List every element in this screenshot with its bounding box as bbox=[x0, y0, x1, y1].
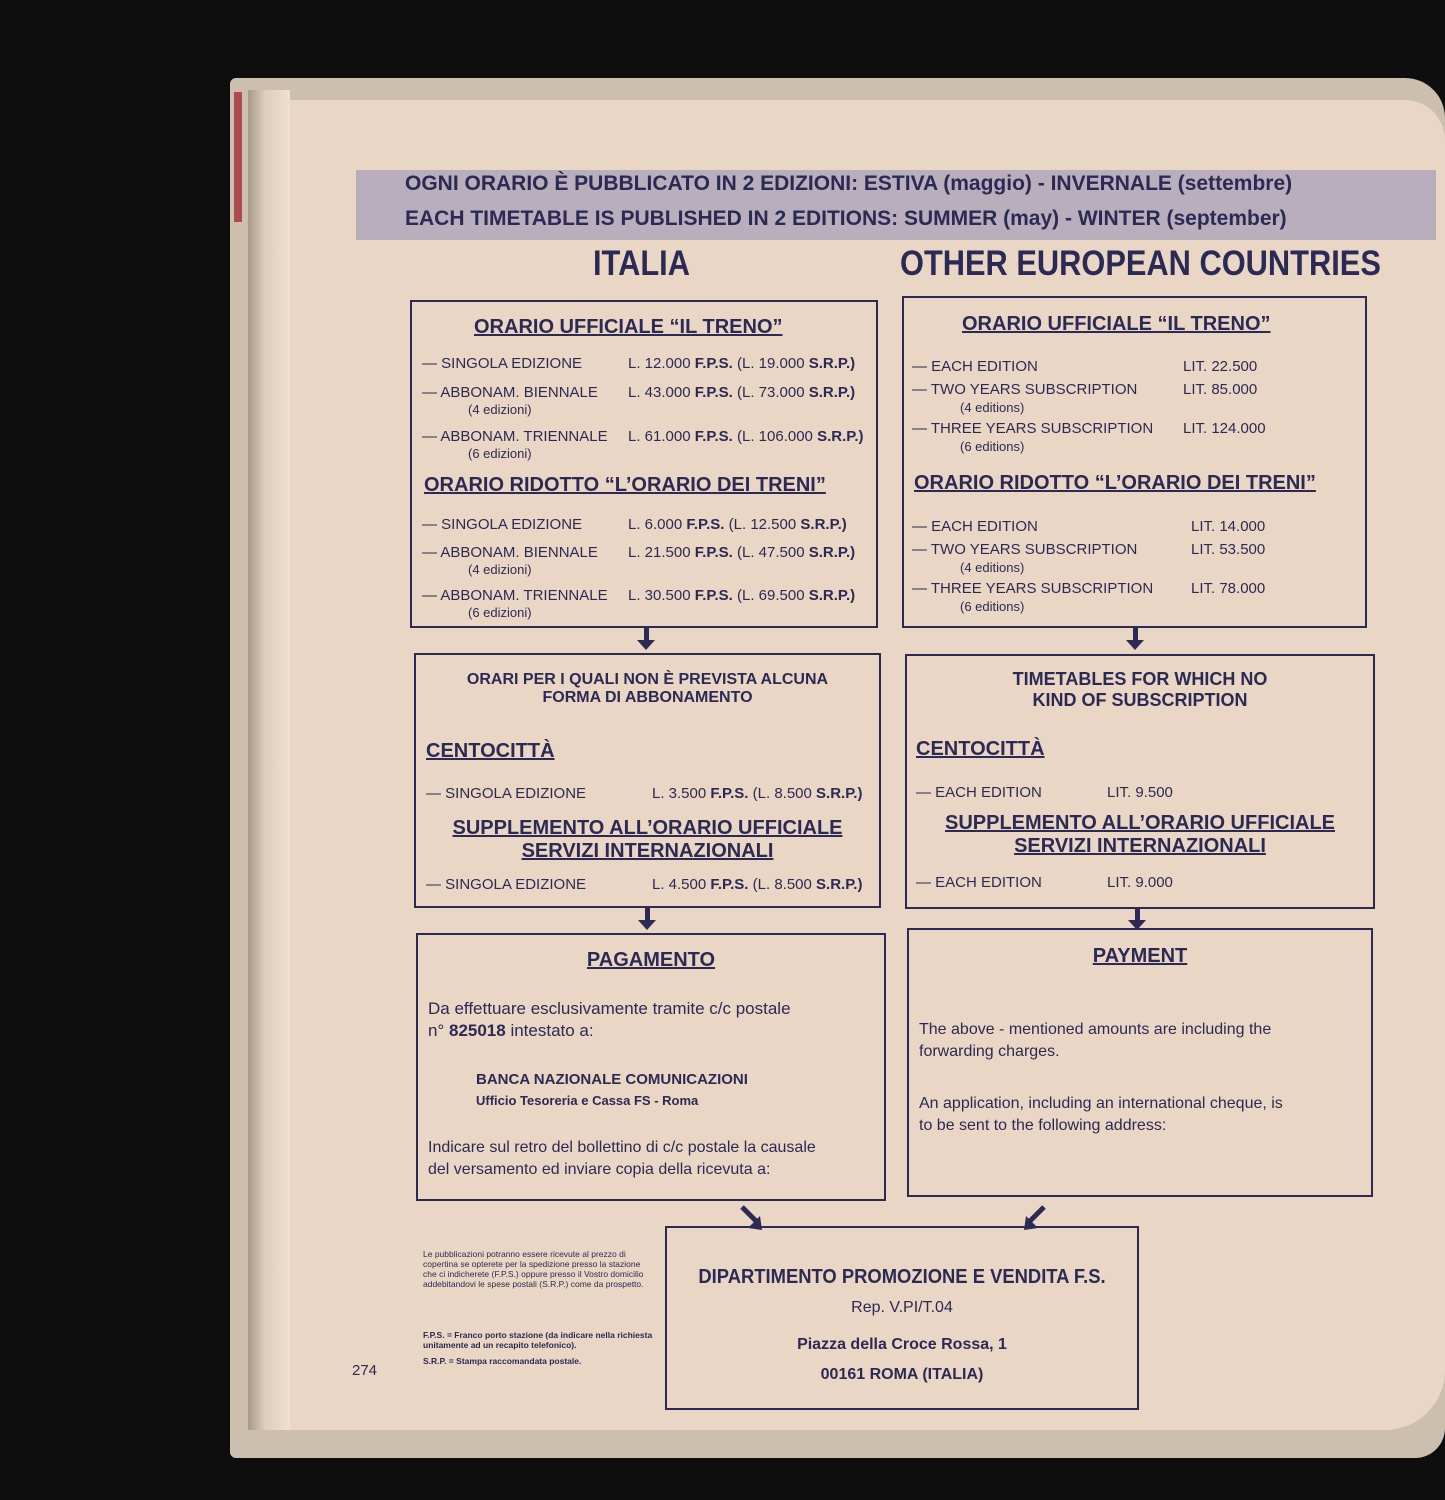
italia-header-centocitta: CENTOCITTÀ bbox=[426, 740, 555, 762]
europe-row-price: LIT. 124.000 bbox=[1183, 420, 1266, 437]
header-line: SERVIZI INTERNAZIONALI bbox=[1014, 835, 1266, 857]
europe-header-supplement bbox=[905, 812, 1375, 858]
footnote-text: Le pubblicazioni potranno essere ricevute al prezzo di copertina se opterete per la spedizione presso la stazione che ci indicherete (F.P.S.) oppure presso il Vostro domicilio addebitandovi le spese postali (S.R.P.) come da prospetto. bbox=[423, 1249, 644, 1289]
europe-title: OTHER EUROPEAN COUNTRIES bbox=[900, 244, 1381, 283]
italia-row-price bbox=[652, 785, 862, 802]
italia-caption bbox=[414, 671, 881, 707]
europe-row-note: (6 editions) bbox=[960, 599, 1025, 614]
caption-line: ORARI PER I QUALI NON È PREVISTA ALCUNA bbox=[466, 671, 829, 688]
europe-row-price: LIT. 53.500 bbox=[1191, 541, 1266, 558]
italia-row-label: — SINGOLA EDIZIONE bbox=[422, 355, 583, 372]
srp-label: S.R.P.) bbox=[816, 876, 863, 893]
alt-price: (L. 8.500 bbox=[752, 785, 812, 802]
europe-payment-header: PAYMENT bbox=[1092, 945, 1188, 967]
europe-row-note: (6 editions) bbox=[960, 439, 1025, 454]
srp-label: S.R.P.) bbox=[808, 384, 856, 401]
italia-row-price bbox=[628, 516, 847, 533]
europe-row-note: (4 editions) bbox=[960, 560, 1025, 575]
europe-row-label: — THREE YEARS SUBSCRIPTION bbox=[912, 420, 1154, 437]
alt-price: (L. 69.500 bbox=[737, 587, 805, 604]
footnote-srp: S.R.P. = Stampa raccomandata postale. bbox=[423, 1356, 582, 1366]
srp-label: S.R.P.) bbox=[800, 516, 847, 533]
bank-office: Ufficio Tesoreria e Cassa FS - Roma bbox=[476, 1093, 699, 1108]
srp-label: S.R.P.) bbox=[808, 544, 856, 561]
fps-label: F.P.S. bbox=[710, 785, 749, 802]
fps-label: F.P.S. bbox=[710, 876, 749, 893]
banner-line-italian: OGNI ORARIO È PUBBLICATO IN 2 EDIZIONI: ESTIVA (maggio) - INVERNALE (settembre) bbox=[405, 172, 1293, 195]
para-line: Indicare sul retro del bollettino di c/c postale la causale bbox=[428, 1139, 816, 1156]
italia-row-price bbox=[628, 428, 863, 445]
price: L. 61.000 bbox=[628, 428, 691, 445]
account-number: 825018 bbox=[448, 1021, 506, 1040]
italia-payment-intro bbox=[428, 998, 791, 1042]
europe-row-label: — TWO YEARS SUBSCRIPTION bbox=[912, 381, 1138, 398]
europe-row-price: LIT. 78.000 bbox=[1191, 580, 1266, 597]
europe-caption bbox=[905, 669, 1375, 711]
italia-row-label: — ABBONAM. BIENNALE bbox=[422, 544, 598, 561]
italia-row-label: — ABBONAM. TRIENNALE bbox=[422, 587, 608, 604]
italia-row-price bbox=[628, 384, 855, 401]
europe-row-price: LIT. 9.000 bbox=[1107, 874, 1173, 891]
fps-label: F.P.S. bbox=[694, 544, 733, 561]
europe-row-label: — EACH EDITION bbox=[912, 358, 1038, 375]
italia-payment-header: PAGAMENTO bbox=[586, 949, 716, 971]
para-line: The above - mentioned amounts are including the bbox=[919, 1021, 1272, 1038]
alt-price: (L. 73.000 bbox=[737, 384, 805, 401]
europe-row-price: LIT. 9.500 bbox=[1107, 784, 1173, 801]
para-line: del versamento ed inviare copia della ricevuta a: bbox=[428, 1161, 771, 1178]
italia-row-note: (4 edizioni) bbox=[468, 562, 532, 577]
footnote-fps: F.P.S. = Franco porto stazione (da indicare nella richiesta unitamente ad un recapito telefonico). bbox=[423, 1330, 653, 1350]
italia-row-label: — ABBONAM. TRIENNALE bbox=[422, 428, 608, 445]
price: L. 6.000 bbox=[628, 516, 683, 533]
para-line: to be sent to the following address: bbox=[919, 1117, 1167, 1134]
text: intestato a: bbox=[505, 1021, 594, 1040]
europe-payment-intro bbox=[919, 1019, 1271, 1063]
price: L. 12.000 bbox=[628, 355, 691, 372]
para-line: forwarding charges. bbox=[919, 1043, 1060, 1060]
italia-header-supplement bbox=[414, 817, 881, 863]
italia-row-price bbox=[628, 355, 855, 372]
italia-row-price bbox=[628, 544, 855, 561]
europe-row-label: — EACH EDITION bbox=[916, 874, 1042, 891]
price: L. 30.500 bbox=[628, 587, 691, 604]
price: L. 43.000 bbox=[628, 384, 691, 401]
caption-line: KIND OF SUBSCRIPTION bbox=[1032, 690, 1248, 710]
address-street: Piazza della Croce Rossa, 1 bbox=[797, 1336, 1007, 1353]
page-number: 274 bbox=[352, 1362, 378, 1379]
europe-row-note: (4 editions) bbox=[960, 400, 1025, 415]
alt-price: (L. 8.500 bbox=[752, 876, 812, 893]
europe-prices-box bbox=[902, 296, 1367, 628]
fps-label: F.P.S. bbox=[694, 428, 733, 445]
header-line: SUPPLEMENTO ALL’ORARIO UFFICIALE bbox=[944, 812, 1335, 834]
book-spine-marker bbox=[234, 92, 242, 222]
europe-row-price: LIT. 14.000 bbox=[1191, 518, 1266, 535]
italia-row-label: — SINGOLA EDIZIONE bbox=[422, 516, 583, 533]
europe-row-label: — EACH EDITION bbox=[916, 784, 1042, 801]
italia-payment-instructions bbox=[428, 1137, 816, 1181]
europe-row-price: LIT. 85.000 bbox=[1183, 381, 1258, 398]
header-line: SUPPLEMENTO ALL’ORARIO UFFICIALE bbox=[452, 817, 843, 839]
srp-label: S.R.P.) bbox=[808, 355, 856, 372]
banner-line-english: EACH TIMETABLE IS PUBLISHED IN 2 EDITIONS: SUMMER (may) - WINTER (september) bbox=[405, 207, 1287, 230]
department-ref: Rep. V.PI/T.04 bbox=[851, 1299, 953, 1316]
department-name: DIPARTIMENTO PROMOZIONE E VENDITA F.S. bbox=[698, 1266, 1106, 1288]
alt-price: (L. 106.000 bbox=[737, 428, 813, 445]
text: n° bbox=[428, 1021, 449, 1040]
alt-price: (L. 12.500 bbox=[728, 516, 797, 533]
europe-payment-instructions bbox=[919, 1093, 1283, 1137]
italia-row-label: — ABBONAM. BIENNALE bbox=[422, 384, 598, 401]
italia-row-price bbox=[652, 876, 862, 893]
europe-header-official: ORARIO UFFICIALE “IL TRENO” bbox=[962, 313, 1271, 335]
italia-title: ITALIA bbox=[593, 244, 690, 283]
europe-row-label: — TWO YEARS SUBSCRIPTION bbox=[912, 541, 1138, 558]
caption-line: TIMETABLES FOR WHICH NO bbox=[1012, 669, 1268, 689]
europe-row-price: LIT. 22.500 bbox=[1183, 358, 1258, 375]
italia-row-note: (6 edizioni) bbox=[468, 446, 532, 461]
fps-label: F.P.S. bbox=[686, 516, 725, 533]
italia-row-note: (4 edizioni) bbox=[468, 402, 532, 417]
europe-header-reduced: ORARIO RIDOTTO “L’ORARIO DEI TRENI” bbox=[914, 472, 1316, 494]
italia-prices-box bbox=[410, 300, 878, 628]
header-line: SERVIZI INTERNAZIONALI bbox=[521, 840, 774, 862]
italia-row-price bbox=[628, 587, 855, 604]
fps-label: F.P.S. bbox=[694, 587, 733, 604]
alt-price: (L. 19.000 bbox=[737, 355, 805, 372]
srp-label: S.R.P.) bbox=[817, 428, 864, 445]
price: L. 3.500 bbox=[652, 785, 707, 802]
italia-row-label: — SINGOLA EDIZIONE bbox=[426, 785, 587, 802]
fps-label: F.P.S. bbox=[694, 384, 733, 401]
price: L. 21.500 bbox=[628, 544, 691, 561]
srp-label: S.R.P.) bbox=[808, 587, 856, 604]
book-spine bbox=[248, 90, 290, 1430]
para-line: An application, including an international cheque, is bbox=[919, 1095, 1283, 1112]
price: L. 4.500 bbox=[652, 876, 707, 893]
europe-header-centocitta: CENTOCITTÀ bbox=[916, 738, 1045, 760]
bank-name: BANCA NAZIONALE COMUNICAZIONI bbox=[476, 1071, 748, 1088]
caption-line: FORMA DI ABBONAMENTO bbox=[542, 689, 753, 706]
italia-row-label: — SINGOLA EDIZIONE bbox=[426, 876, 587, 893]
fps-label: F.P.S. bbox=[694, 355, 733, 372]
para-line bbox=[428, 1020, 791, 1042]
italia-row-note: (6 edizioni) bbox=[468, 605, 532, 620]
para-line: Da effettuare esclusivamente tramite c/c postale bbox=[428, 999, 791, 1018]
italia-header-reduced: ORARIO RIDOTTO “L’ORARIO DEI TRENI” bbox=[424, 474, 826, 496]
alt-price: (L. 47.500 bbox=[737, 544, 805, 561]
address-city: 00161 ROMA (ITALIA) bbox=[820, 1366, 984, 1383]
europe-row-label: — THREE YEARS SUBSCRIPTION bbox=[912, 580, 1154, 597]
italia-header-official: ORARIO UFFICIALE “IL TRENO” bbox=[474, 316, 783, 338]
europe-row-label: — EACH EDITION bbox=[912, 518, 1038, 535]
srp-label: S.R.P.) bbox=[816, 785, 863, 802]
